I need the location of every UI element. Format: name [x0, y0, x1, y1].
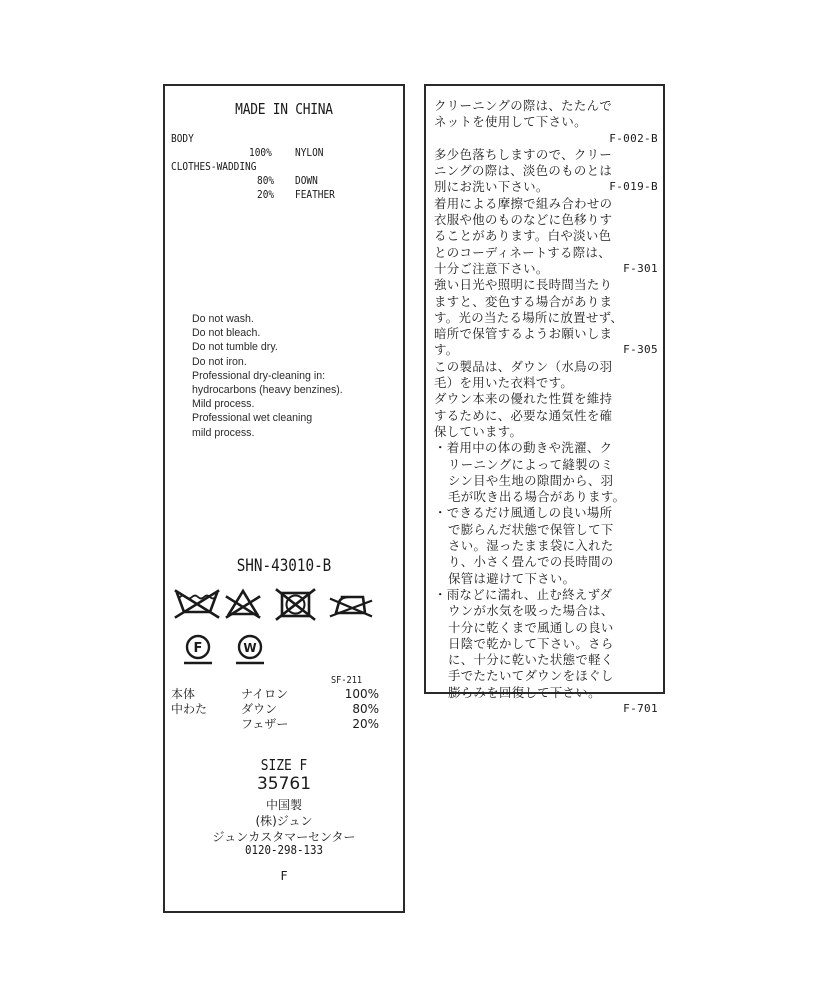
care-note-line: [434, 636, 660, 652]
care-note-line: [434, 587, 660, 603]
fabric-wadding-material: FEATHER: [295, 188, 335, 201]
company-name: (株)ジュン: [255, 814, 313, 828]
care-note-text: 手でたたいてダウンをほぐし: [448, 668, 614, 684]
do-not-tumble-dry-icon: [277, 590, 314, 619]
care-note-code: F-301: [623, 261, 658, 275]
item-number: 35761: [256, 774, 312, 794]
care-line: Professional wet cleaning: [192, 412, 313, 425]
care-note-text: シン目や生地の隙間から、羽: [448, 472, 614, 488]
care-note-line: [434, 326, 660, 342]
care-note-line: [434, 505, 660, 521]
care-note-text: 保しています。: [434, 423, 523, 439]
origin-heading: MADE IN CHINA: [235, 100, 333, 118]
composition-code: SF-211: [331, 675, 363, 686]
care-symbols: [173, 586, 373, 668]
composition-material: ナイロン: [241, 687, 289, 701]
care-note-line: [434, 571, 660, 587]
care-note-text: ダウン本来の優れた性質を維持: [434, 391, 613, 407]
care-note-text: クリーニングの際は、たたんで: [434, 98, 613, 113]
care-note-text: F-002-B: [609, 131, 658, 145]
care-note-text: で膨らんだ状態で保管して下: [448, 521, 614, 537]
care-note-text: この製品は、ダウン（水鳥の羽: [434, 358, 613, 374]
care-line: Professional dry-cleaning in:: [192, 369, 326, 382]
care-line: Do not wash.: [192, 313, 254, 325]
fabric-wadding-label: CLOTHES-WADDING: [171, 160, 257, 173]
care-note-text: ・着用中の体の動きや洗濯、ク: [434, 440, 613, 456]
care-note-line: [434, 261, 660, 277]
svg-text:W: W: [243, 641, 257, 655]
care-note-line: [434, 245, 660, 261]
care-note-text: 日陰で乾かして下さい。さら: [448, 635, 614, 651]
care-note-text: 保管は避けて下さい。: [448, 570, 576, 586]
care-note-line: [434, 473, 660, 489]
care-note-text: F-701: [623, 701, 658, 715]
care-note-text: す。光の当たる場所に放置せず、: [434, 309, 624, 325]
care-note-line: [434, 294, 660, 310]
care-note-text: ニングの際は、淡色のものとは: [434, 163, 613, 179]
care-note-code: F-305: [623, 343, 658, 357]
care-note-text: 別にお洗い下さい。: [434, 179, 549, 195]
care-note-line: [434, 98, 660, 114]
phone-number: 0120-298-133: [244, 843, 324, 857]
do-not-iron-icon: [331, 597, 371, 616]
care-note-line: [434, 375, 660, 391]
care-note-text: するために、必要な通気性を確: [434, 407, 613, 423]
composition-pct: 100%: [344, 687, 379, 701]
care-note-line: [434, 228, 660, 244]
composition-material: フェザー: [241, 717, 289, 731]
care-note-line: [434, 359, 660, 375]
care-note-text: 膨らみを回復して下さい。: [448, 684, 601, 700]
care-note-text: す。: [434, 342, 459, 358]
care-note-text: 着用による摩擦で組み合わせの: [434, 195, 613, 211]
care-line: hydrocarbons (heavy benzines).: [192, 384, 343, 397]
fabric-body-material: NYLON: [295, 146, 324, 159]
care-line: Do not iron.: [192, 355, 247, 368]
composition-part: 本体: [171, 687, 196, 701]
dry-clean-f-mild-icon: [184, 636, 212, 663]
composition-material: ダウン: [241, 702, 278, 716]
japanese-care-notes: [434, 98, 660, 717]
fabric-wadding-pct: 20%: [257, 188, 275, 201]
fabric-body-pct: 100%: [249, 146, 272, 159]
care-note-text: とのコーディネートする際は、: [434, 244, 612, 260]
care-note-text: 毛）を用いた衣料です。: [434, 375, 574, 391]
care-note-line: [434, 196, 660, 212]
care-note-line: [434, 668, 660, 684]
care-note-line: [434, 440, 660, 456]
care-note-text: に、十分に乾いた状態で軽く: [448, 652, 614, 668]
care-note-text: 十分ご注意下さい。: [434, 260, 549, 276]
care-note-line: [434, 603, 660, 619]
care-note-text: ウンが水気を吸った場合は、: [448, 603, 614, 619]
care-note-line: [434, 408, 660, 424]
care-note-text: り、小さく畳んでの長時間の: [448, 554, 614, 570]
svg-text:F: F: [193, 641, 203, 656]
care-note-line: [434, 522, 660, 538]
care-line: mild process.: [192, 426, 255, 439]
care-note-line: [434, 424, 660, 440]
care-note-text: ・できるだけ風通しの良い場所: [434, 505, 613, 521]
care-note-text: 衣服や他のものなどに色移りす: [434, 212, 613, 228]
care-note-line: [434, 212, 660, 228]
care-note-text: 十分に乾くまで風通しの良い: [448, 619, 614, 635]
care-note-line: [434, 652, 660, 668]
care-note-line: [434, 131, 660, 147]
do-not-bleach-icon: [227, 591, 259, 617]
care-note-line: [434, 620, 660, 636]
care-note-text: 多少色落ちしますので、クリー: [434, 146, 613, 162]
care-note-line: [434, 391, 660, 407]
size-label: SIZE F: [260, 756, 308, 774]
care-note-line: [434, 342, 660, 358]
care-note-text: 強い日光や照明に長時間当たり: [434, 277, 613, 293]
fabric-wadding-material: DOWN: [295, 174, 318, 187]
care-note-text: さい。湿ったまま袋に入れた: [448, 538, 614, 554]
care-note-text: 暗所で保管するようお願いしま: [434, 326, 613, 342]
do-not-wash-icon: [176, 591, 218, 617]
care-note-line: [434, 310, 660, 326]
care-note-text: ますと、変色する場合がありま: [434, 293, 613, 309]
care-line: Mild process.: [192, 398, 255, 411]
care-note-text: 毛が吹き出る場合があります。: [448, 489, 626, 505]
care-note-line: [434, 147, 660, 163]
care-note-line: [434, 114, 660, 130]
care-note-text: ・雨などに濡れ、止む終えずダ: [434, 586, 613, 602]
support-center: ジュンカスタマーセンター: [212, 830, 356, 844]
care-note-line: [434, 701, 660, 717]
made-in-jp: 中国製: [265, 798, 302, 812]
care-line: Do not bleach.: [192, 327, 261, 340]
care-note-line: [434, 277, 660, 293]
composition-pct: 80%: [352, 702, 379, 716]
composition-part: 中わた: [171, 702, 208, 716]
care-label-right: [424, 84, 665, 715]
care-note-line: [434, 489, 660, 505]
care-note-line: [434, 554, 660, 570]
care-note-line: [434, 457, 660, 473]
size-letter: F: [280, 869, 288, 883]
wet-clean-w-mild-icon: [236, 636, 264, 663]
care-note-line: [434, 163, 660, 179]
care-line: Do not tumble dry.: [192, 341, 278, 354]
care-label-left: [163, 84, 405, 913]
composition-pct: 20%: [352, 717, 379, 731]
care-note-text: リーニングによって縫製のミ: [448, 456, 614, 472]
care-note-text: ネットを使用して下さい。: [434, 114, 587, 130]
product-code: SHN-43010-B: [236, 556, 332, 576]
care-note-code: F-019-B: [609, 180, 658, 194]
care-note-text: ることがあります。白や淡い色: [434, 228, 612, 244]
care-instructions: [192, 312, 343, 440]
care-note-line: [434, 179, 660, 195]
care-note-line: [434, 538, 660, 554]
care-note-line: [434, 685, 660, 701]
fabric-wadding-pct: 80%: [257, 174, 275, 187]
fabric-body-label: BODY: [171, 132, 194, 145]
